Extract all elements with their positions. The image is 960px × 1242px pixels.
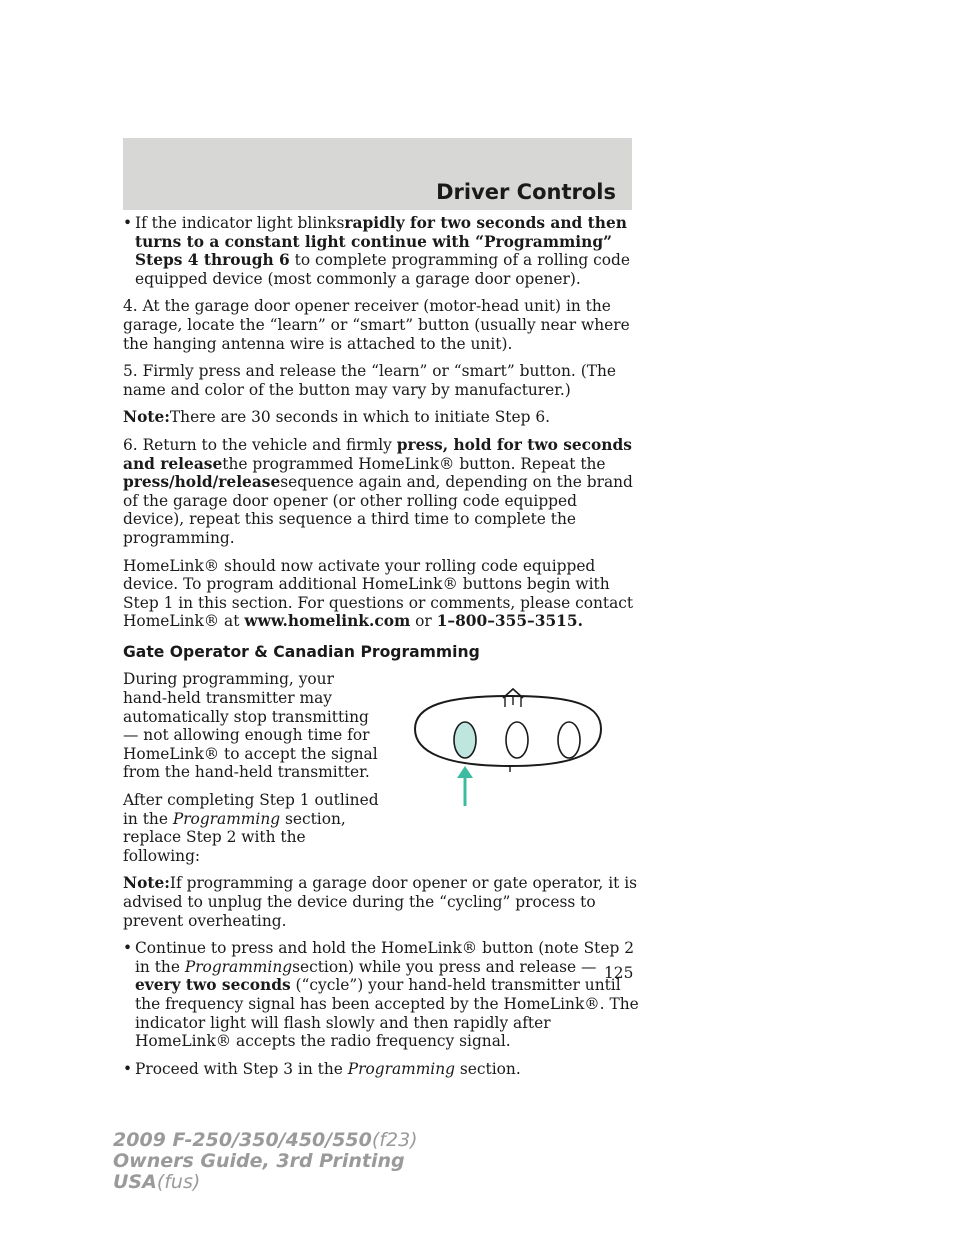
gate-operator-block <box>123 670 643 874</box>
bullet3-post: section. <box>459 1059 521 1078</box>
homelink-button-1 <box>454 722 476 758</box>
indicator-arrow-icon <box>457 766 473 806</box>
homelink-phone: 1–800–355–3515. <box>436 612 583 631</box>
footer-code: (f23) <box>371 1129 418 1151</box>
programming-intro: During programming, your hand-held transmitter may automatically stop transmitting — not allowing enough time for HomeLink® to accept the signal from the hand-held transmitter. <box>123 670 378 782</box>
note-overheating <box>123 874 643 930</box>
step-4: 4. At the garage door opener receiver (motor-head unit) in the garage, locate the “learn” or “smart” button (usually near where the hanging antenna wire is attached to the unit). <box>123 297 630 353</box>
homelink-button-3 <box>558 722 580 758</box>
footer-market: USA <box>113 1171 157 1193</box>
footer-model: 2009 F-250/350/450/550 <box>113 1129 372 1151</box>
bullet1-bold: rapidly for two seconds and then turns to a constant light continue with “Programming” Steps 4 through 6 <box>135 214 627 270</box>
bullet3-pre: Proceed with Step 3 in the <box>135 1059 343 1078</box>
step6-pre: 6. Return to the vehicle and firmly <box>123 435 392 454</box>
footer-market-code: (fus) <box>156 1171 201 1193</box>
bullet2-pre: Continue to press and hold the HomeLink® button (note Step 2 in the <box>135 939 635 976</box>
replace-post: section, replace Step 2 with the following: <box>123 809 346 865</box>
note2-label: Note: <box>123 874 170 893</box>
bullet-dot: • <box>123 1059 133 1078</box>
homelink-button-2 <box>506 722 528 758</box>
bullet-dot: • <box>123 939 133 958</box>
replace-step-2 <box>123 791 381 865</box>
section-title: Driver Controls <box>436 180 616 204</box>
section-heading: Gate Operator & Canadian Programming <box>123 642 480 661</box>
bullet3-programming: Programming <box>347 1059 455 1078</box>
homelink-url[interactable]: www.homelink.com <box>244 612 411 631</box>
homelink-console-figure <box>381 670 643 874</box>
footer-line-2: Owners Guide, 3rd Printing <box>113 1150 405 1172</box>
footer-line-1 <box>113 1130 418 1151</box>
bullet2-bold: every two seconds <box>135 976 291 995</box>
footer-line-3 <box>113 1172 418 1193</box>
note-step-6 <box>123 408 643 427</box>
page-content <box>123 214 643 1087</box>
homelink-activation <box>123 557 643 631</box>
step6-mid: the programmed HomeLink® button. Repeat the <box>222 454 606 473</box>
note-label: Note: <box>123 408 170 427</box>
step6-bold1: press, hold for two seconds and release <box>123 435 632 473</box>
homelink-console-illustration <box>405 674 615 809</box>
step6-bold2: press/hold/release <box>123 473 281 492</box>
header-band <box>123 138 632 210</box>
bullet1-post: to complete programming of a rolling code equipped device (most commonly a garage door opener). <box>135 251 630 288</box>
bullet2-mid: section) while you press and release — <box>292 957 597 976</box>
step6-post: sequence again and, depending on the brand of the garage door opener (or other rolling code equipped device), repeat this sequence a third time to complete the programming. <box>123 473 633 547</box>
page-number: 125 <box>604 964 634 982</box>
note2-text: If programming a garage door opener or gate operator, it is advised to unplug the device during the “cycling” process to prevent overheating. <box>123 874 638 930</box>
bullet2-programming: Programming <box>184 957 293 976</box>
or-text: or <box>415 612 432 631</box>
bullet1-pre: If the indicator light blinks <box>135 214 345 232</box>
bullet-continue-press <box>123 939 643 1051</box>
step-5: 5. Firmly press and release the “learn” or “smart” button. (The name and color of the button may vary by manufacturer.) <box>123 362 616 399</box>
gate-operator-text <box>123 670 381 874</box>
bullet-dot: • <box>123 214 133 232</box>
bullet-proceed <box>123 1060 643 1079</box>
note-text: There are 30 seconds in which to initiate Step 6. <box>169 408 551 427</box>
programming-ref: Programming <box>172 809 281 828</box>
activation-text: HomeLink® should now activate your rolling code equipped device. To program additional HomeLink® buttons begin with Step 1 in this section. For questions or comments, please contact HomeLink® at <box>123 556 634 631</box>
bullet2-post: (“cycle”) your hand-held transmitter until the frequency signal has been accepted by the HomeLink®. The indicator light will flash slowly and then rapidly after HomeLink® accepts the radio frequency signal. <box>135 976 639 1051</box>
step-6 <box>123 436 643 548</box>
replace-pre: After completing Step 1 outlined in the <box>123 791 379 828</box>
bullet-indicator-blinks <box>123 214 643 288</box>
footer <box>113 1130 418 1193</box>
